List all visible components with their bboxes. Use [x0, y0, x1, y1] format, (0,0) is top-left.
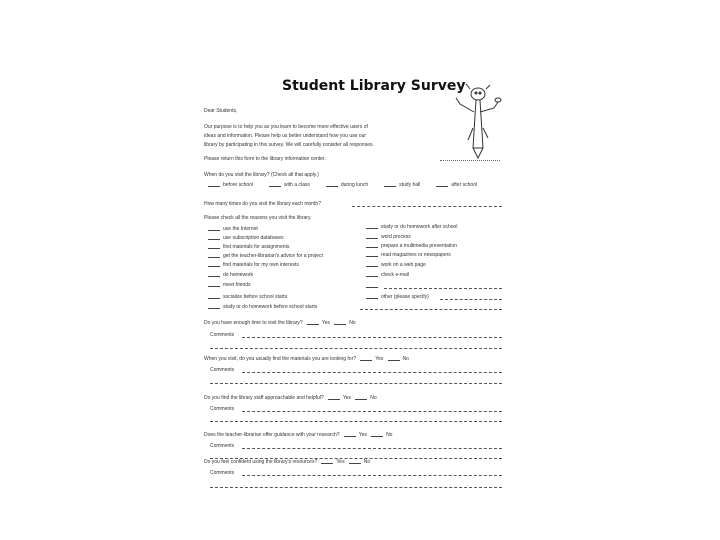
q8-comment-line-2[interactable] — [210, 487, 502, 488]
illustration-ground-line — [440, 160, 500, 161]
pencil-character-illustration — [440, 78, 510, 168]
q1-option[interactable]: before school — [208, 182, 253, 188]
q3-left-option[interactable]: meet friends — [208, 282, 251, 288]
q1-question: When do you visit the library? (Check all that apply.) — [204, 172, 319, 178]
q8-comments-label: Comments — [210, 470, 235, 476]
q3-left-option[interactable]: get the teacher-librarian's advice for a project — [208, 253, 323, 259]
q3-other-line-2[interactable] — [360, 309, 502, 310]
q3-right-option[interactable]: read magazines or newspapers — [366, 252, 451, 258]
q1-options — [208, 182, 477, 188]
q8-comment-line[interactable] — [242, 475, 502, 476]
salutation: Dear Students, — [204, 108, 238, 114]
q3-right-option[interactable]: study or do homework after school — [366, 224, 457, 230]
q4-comments-label: Comments — [210, 332, 235, 338]
q5-comments-label: Comments — [210, 367, 235, 373]
q3-left-option[interactable]: do homework — [208, 272, 253, 278]
q3-question: Please check all the reasons you visit the library. — [204, 215, 312, 221]
q5-question: When you visit, do you usually find the materials you are looking for? Yes No — [204, 356, 409, 362]
q3-right-blank-line-fill — [384, 288, 502, 289]
q3-left-option[interactable]: use subscription databases — [208, 235, 284, 241]
q5-comment-line[interactable] — [242, 372, 502, 373]
q3-right-option[interactable]: other (please specify) — [366, 294, 429, 300]
q2-question: How many times do you visit the library each month? — [204, 201, 321, 207]
q3-left-option[interactable]: study or do homework before school starts — [208, 304, 317, 310]
q8-question: Do you feel confident using the library's resources? Yes No — [204, 459, 371, 465]
q1-option[interactable]: during lunch — [326, 182, 368, 188]
q6-comment-line-2[interactable] — [210, 421, 502, 422]
q1-option[interactable]: with a class — [269, 182, 310, 188]
page-title: Student Library Survey — [282, 78, 466, 94]
intro-line-1: Our purpose is to help you as you learn to become more effective users of — [204, 124, 368, 130]
q6-question: Do you find the library staff approachable and helpful? Yes No — [204, 395, 377, 401]
q3-left-option[interactable]: use the Internet — [208, 226, 258, 232]
intro-line-2: ideas and information. Please help us better understand how you use our — [204, 133, 367, 139]
q2-answer-line[interactable] — [352, 206, 502, 207]
q4-comment-line-2[interactable] — [210, 348, 502, 349]
q3-right-option[interactable]: check e-mail — [366, 272, 409, 278]
q4-question: Do you have enough time to visit the library? Yes No — [204, 320, 356, 326]
q1-option[interactable]: after school — [436, 182, 477, 188]
q3-left-option[interactable]: find materials for assignments — [208, 244, 289, 250]
q6-comments-label: Comments — [210, 406, 235, 412]
q4-comment-line[interactable] — [242, 337, 502, 338]
q3-right-blank-line[interactable] — [366, 283, 381, 289]
q3-right-option[interactable]: prepare a multimedia presentation — [366, 243, 457, 249]
intro-line-3: library by participating in this survey. We will carefully consider all responses. — [204, 142, 374, 148]
q3-left-option[interactable]: socialize before school starts — [208, 294, 287, 300]
q3-left-option[interactable]: find materials for my own interests — [208, 262, 299, 268]
q3-other-line[interactable] — [440, 299, 502, 300]
q7-comments-label: Comments — [210, 443, 235, 449]
q3-right-option[interactable]: word process — [366, 234, 411, 240]
q6-comment-line[interactable] — [242, 411, 502, 412]
q1-option[interactable]: study hall — [384, 182, 420, 188]
return-note: Please return this form to the library information center. — [204, 156, 326, 162]
q5-comment-line-2[interactable] — [210, 383, 502, 384]
q3-right-option[interactable]: work on a web page — [366, 262, 426, 268]
q7-comment-line[interactable] — [242, 448, 502, 449]
q7-question: Does the teacher-librarian offer guidance with your research? Yes No — [204, 432, 393, 438]
